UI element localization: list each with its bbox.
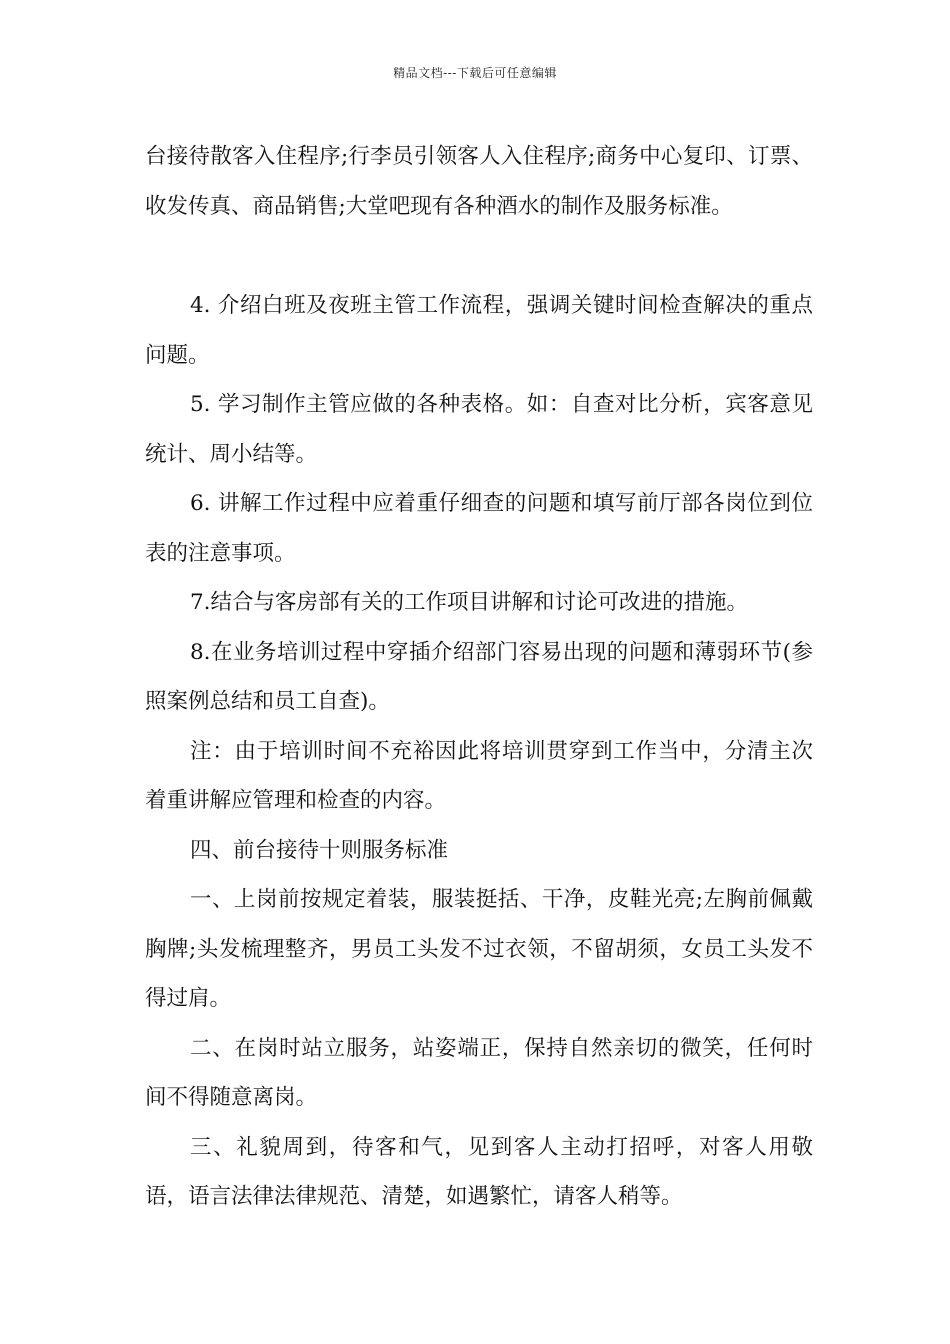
paragraph-item-5: 5. 学习制作主管应做的各种表格。如：自查对比分析，宾客意见统计、周小结等。 xyxy=(145,392,813,467)
paragraph-item-6: 6. 讲解工作过程中应着重仔细查的问题和填写前厅部各岗位到位表的注意事项。 xyxy=(145,491,813,566)
paragraph-item-4: 4. 介绍白班及夜班主管工作流程，强调关键时间检查解决的重点问题。 xyxy=(145,293,813,368)
paragraph-note: 注：由于培训时间不充裕因此将培训贯穿到工作当中，分清主次着重讲解应管理和检查的内容。 xyxy=(145,738,813,813)
paragraph-standard-3: 三、礼貌周到，待客和气，见到客人主动打招呼，对客人用敬语，语言法律法律规范、清楚，如遇繁忙，请客人稍等。 xyxy=(145,1134,813,1209)
paragraph-item-7: 7.结合与客房部有关的工作项目讲解和讨论可改进的措施。 xyxy=(190,590,749,615)
paragraph-standard-1: 一、上岗前按规定着装，服装挺括、干净，皮鞋光亮;左胸前佩戴胸牌;头发梳理整齐，男员工头发不过衣领，不留胡须，女员工头发不得过肩。 xyxy=(145,887,813,1011)
document-body xyxy=(145,132,813,1222)
section-heading: 四、前台接待十则服务标准 xyxy=(190,837,449,863)
page-header: 精品文档---下载后可任意编辑 xyxy=(393,66,557,80)
paragraph-item-8: 8.在业务培训过程中穿插介绍部门容易出现的问题和薄弱环节(参照案例总结和员工自查)。 xyxy=(145,639,813,714)
paragraph-front-desk-procedures: 台接待散客入住程序;行李员引领客人入住程序;商务中心复印、订票、收发传真、商品销售;大堂吧现有各种酒水的制作及服务标准。 xyxy=(145,144,813,219)
paragraph-standard-2: 二、在岗时站立服务，站姿端正，保持自然亲切的微笑，任何时间不得随意离岗。 xyxy=(145,1035,813,1110)
